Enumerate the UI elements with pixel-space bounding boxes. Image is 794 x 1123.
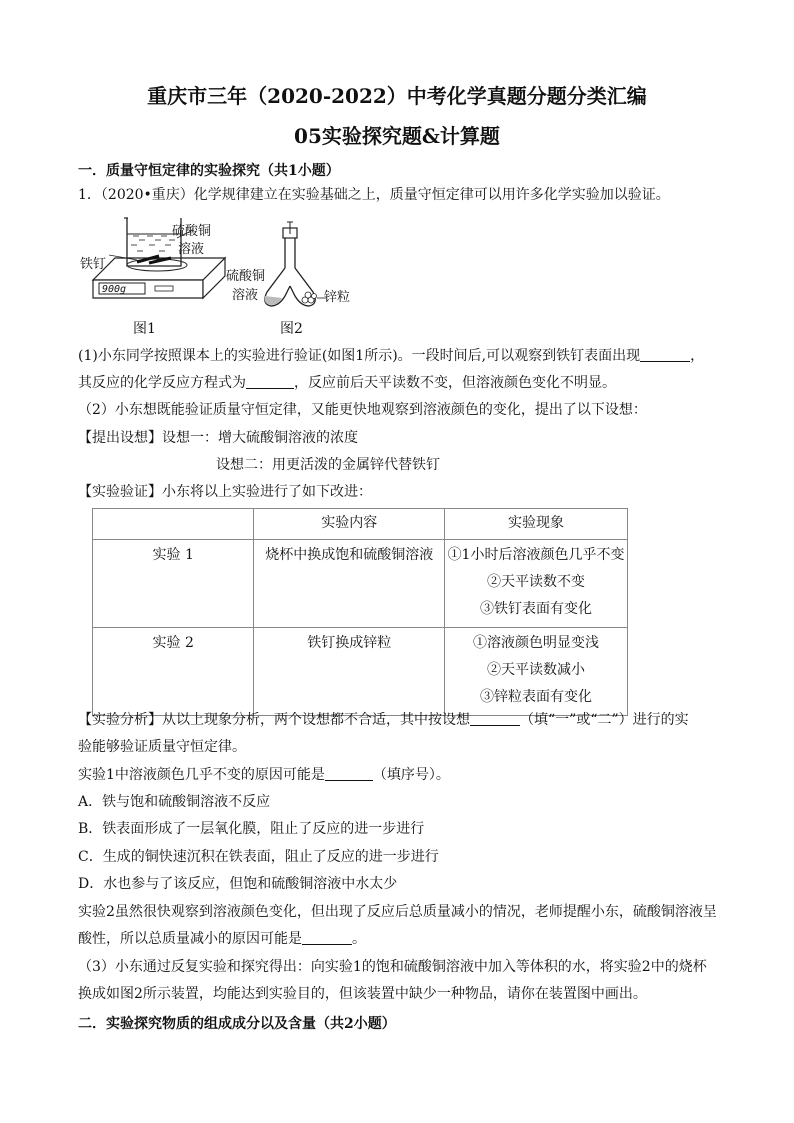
experiment-table xyxy=(92,508,628,716)
exp2-line2 xyxy=(78,929,366,949)
verify-line: 【实验验证】小东将以上实验进行了如下改进： xyxy=(78,484,372,500)
phenomenon: ①1小时后溶液颜色几乎不变 xyxy=(447,547,625,563)
section-heading-2: 二．实验探究物质的组成成分以及含量（共2小题） xyxy=(78,1016,396,1032)
balance-beaker-diagram xyxy=(75,210,245,340)
table-cell-content xyxy=(254,628,445,716)
reason-text-2: （填序号）。 xyxy=(372,767,450,783)
fig2-label-zinc: 锌粒 xyxy=(324,290,351,305)
question-intro: 1．（2020•重庆）化学规律建立在实验基础之上，质量守恒定律可以用许多化学实验加以验证。 xyxy=(78,187,670,203)
table-header-cell xyxy=(93,509,254,540)
option-d: D．水也参与了该反应，但饱和硫酸铜溶液中水太少 xyxy=(78,876,398,892)
part2-line: （2）小东想既能验证质量守恒定律，又能更快地观察到溶液颜色的变化，提出了以下设想： xyxy=(78,402,647,418)
table-cell-experiment xyxy=(93,628,254,716)
experiment-content: 烧杯中换成饱和硫酸铜溶液 xyxy=(265,547,434,563)
part1-text-3: ，反应前后天平读数不变，但溶液颜色变化不明显。 xyxy=(294,375,616,391)
experiment-content: 铁钉换成锌粒 xyxy=(307,635,392,651)
table-header-cell: 实验内容 xyxy=(254,509,445,540)
part1-punct: ， xyxy=(690,348,705,364)
phenomenon: ②天平读数不变 xyxy=(487,574,586,590)
answer-blank[interactable] xyxy=(302,930,352,945)
table-cell-phenomena xyxy=(445,540,628,628)
reason-line xyxy=(78,765,450,785)
analysis-text: 【实验分析】从以上现象分析，两个设想都不合适，其中按设想 xyxy=(78,712,470,728)
answer-blank[interactable] xyxy=(246,374,294,389)
answer-blank[interactable] xyxy=(640,347,690,362)
table-cell-experiment xyxy=(93,540,254,628)
table-cell-phenomena xyxy=(445,628,628,716)
figure-1 xyxy=(75,210,245,340)
phenomenon: ③锌粒表面有变化 xyxy=(480,689,593,705)
analysis-line1 xyxy=(78,710,689,730)
fig1-label-solution-line2: 溶液 xyxy=(178,242,205,257)
fig1-caption: 图1 xyxy=(133,321,156,337)
option-a: A．铁与饱和硫酸铜溶液不反应 xyxy=(78,794,271,810)
answer-blank[interactable] xyxy=(470,711,520,726)
exp2-line1: 实验2虽然很快观察到溶液颜色变化，但出现了反应后总质量减小的情况，老师提醒小东，硫酸铜溶液呈 xyxy=(78,904,717,920)
table-row xyxy=(93,540,628,628)
document-title: 重庆市三年（2020-2022）中考化学真题分题分类汇编 xyxy=(147,84,647,108)
part1-text: (1)小东同学按照课本上的实验进行验证(如图1所示)。一段时间后,可以观察到铁钉表面出现 xyxy=(78,348,641,364)
phenomenon: ①溶液颜色明显变浅 xyxy=(473,635,600,651)
table-row xyxy=(93,628,628,716)
exp2-punct: 。 xyxy=(352,931,366,947)
figure-2 xyxy=(255,220,335,315)
table-header-row xyxy=(93,509,628,540)
fig1-label-solution-line1: 硫酸铜 xyxy=(172,224,212,239)
part1-line1 xyxy=(78,346,704,366)
option-c: C．生成的铜快速沉积在铁表面，阻止了反应的进一步进行 xyxy=(78,849,439,865)
y-tube-diagram xyxy=(255,220,335,315)
scale-reading: 900g xyxy=(102,284,127,295)
phenomenon: ②天平读数减小 xyxy=(487,662,586,678)
part1-text-2: 其反应的化学反应方程式为 xyxy=(78,375,246,391)
exp2-text: 酸性，所以总质量减小的原因可能是 xyxy=(78,931,302,947)
fig2-caption: 图2 xyxy=(280,321,303,337)
part3-line1: （3）小东通过反复实验和探究得出：向实验1的饱和硫酸铜溶液中加入等体积的水，将实验2中的烧杯 xyxy=(78,959,707,975)
hypothesis-2: 设想二：用更活泼的金属锌代替铁钉 xyxy=(216,457,440,473)
table-cell-content xyxy=(254,540,445,628)
part3-line2: 换成如图2所示装置，均能达到实验目的，但该装置中缺少一种物品，请你在装置图中画出。 xyxy=(78,986,647,1002)
answer-blank[interactable] xyxy=(325,766,373,781)
phenomenon: ③铁钉表面有变化 xyxy=(480,601,593,617)
option-b: B．铁表面形成了一层氧化膜，阻止了反应的进一步进行 xyxy=(78,821,425,837)
table-header-cell: 实验现象 xyxy=(445,509,628,540)
document-subtitle: 05实验探究题&计算题 xyxy=(294,124,500,148)
experiment-name: 实验 1 xyxy=(152,547,194,563)
hypothesis-1: 【提出设想】设想一：增大硫酸铜溶液的浓度 xyxy=(78,430,358,446)
fig2-label-solution-line2: 溶液 xyxy=(232,288,259,303)
fig1-label-nail: 铁钉 xyxy=(80,257,107,272)
reason-text: 实验1中溶液颜色几乎不变的原因可能是 xyxy=(78,767,325,783)
part1-line2 xyxy=(78,373,616,393)
experiment-name: 实验 2 xyxy=(152,635,194,651)
analysis-line2: 验能够验证质量守恒定律。 xyxy=(78,739,246,755)
fig2-label-solution-line1: 硫酸铜 xyxy=(226,269,266,284)
analysis-text-2: （填“一”或“二”）进行的实 xyxy=(520,712,689,728)
section-heading: 一．质量守恒定律的实验探究（共1小题） xyxy=(78,163,340,179)
